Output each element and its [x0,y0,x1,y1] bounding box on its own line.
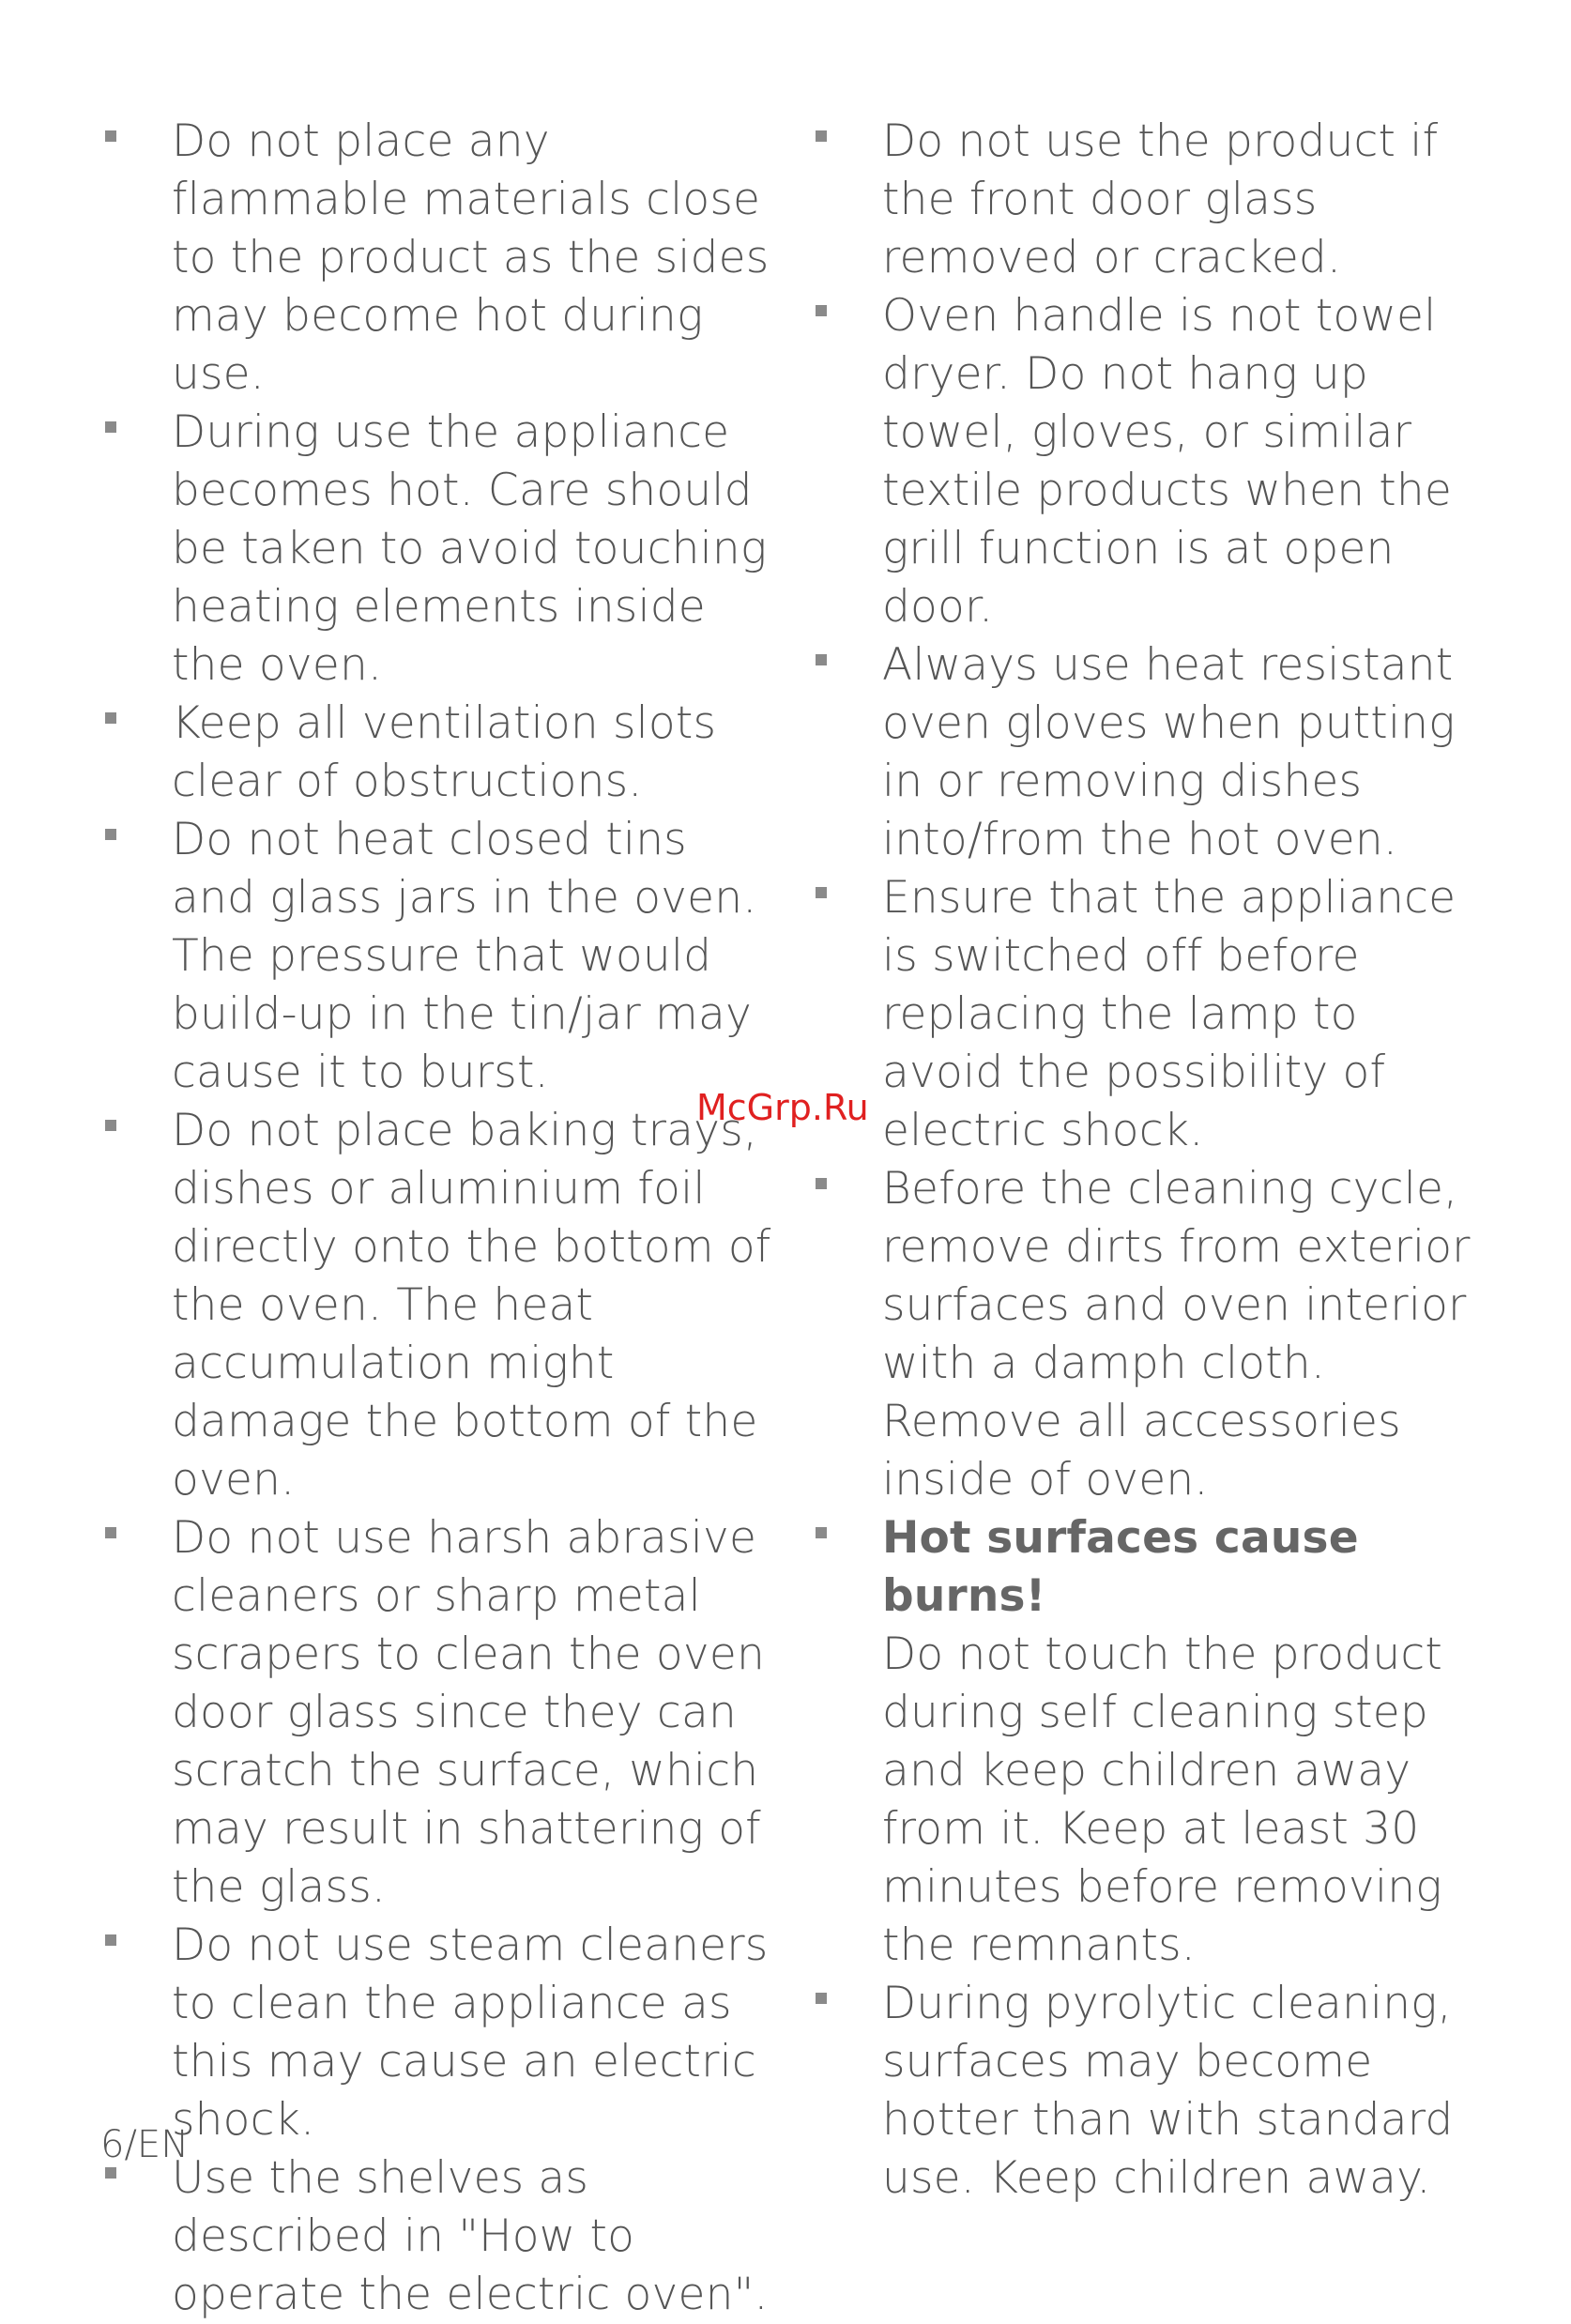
bullet-square-icon [105,1527,116,1538]
list-item-text: Do not use steam cleaners to clean the appliance as this may cause an electric shock. [172,1919,769,2146]
list-item-text: Oven handle is not towel dryer. Do not hang up towel, gloves, or similar textile products when the grill function is at open door. [882,290,1452,633]
bullet-square-icon [105,421,116,433]
list-item-text: Do not place any flammable materials close to the product as the sides may become hot during use. [172,115,770,400]
warning-list-item [811,1509,1487,1975]
right-column [811,113,1487,2208]
list-item [811,636,1487,869]
list-item-text: Always use heat resistant oven gloves when putting in or removing dishes into/from the hot oven. [882,639,1456,865]
list-item [100,1102,776,1509]
list-item [100,811,776,1102]
list-item [811,113,1487,287]
page-number: 6/EN [100,2123,190,2166]
bullet-square-icon [816,1178,827,1189]
bullet-square-icon [816,654,827,665]
bullet-square-icon [816,305,827,316]
list-item-text: Before the cleaning cycle, remove dirts from exterior surfaces and oven interior with a damph cloth. Remove all accessories inside of oven. [882,1163,1471,1506]
list-item-text: Do not use harsh abrasive cleaners or sharp metal scrapers to clean the oven door glass since they can scratch the surface, which may result in shattering of the glass. [172,1512,765,1913]
list-item-text: During use the appliance becomes hot. Care should be taken to avoid touching heating elements inside the oven. [172,406,768,691]
bullet-square-icon [105,712,116,724]
list-item [100,113,776,404]
list-item [811,1160,1487,1509]
list-item-text: Do not place baking trays, dishes or aluminium foil directly onto the bottom of the oven. The heat accumulation might damage the bottom of the oven. [172,1105,771,1506]
bullet-square-icon [105,1120,116,1131]
bullet-square-icon [105,2167,116,2179]
hot-surfaces-warning: Hot surfaces cause burns! [882,1512,1359,1622]
list-item-text: Do not use the product if the front door glass removed or cracked. [882,115,1439,283]
list-item [100,695,776,811]
list-item-text: Do not heat closed tins and glass jars in the oven. The pressure that would build-up in the tin/jar may cause it to burst. [172,814,757,1098]
bullet-square-icon [816,1993,827,2004]
list-item [811,1975,1487,2208]
list-item-text: Do not touch the product during self cleaning step and keep children away from it. Keep at least 30 minutes before removing the remnants. [882,1628,1442,1971]
bullet-square-icon [816,1527,827,1538]
list-item-text: Keep all ventilation slots clear of obstructions. [172,697,717,807]
list-item [811,869,1487,1160]
bullet-square-icon [105,130,116,142]
watermark: McGrp.Ru [696,1087,869,1128]
list-item-text: Ensure that the appliance is switched off before replacing the lamp to avoid the possibility of electric shock. [882,872,1457,1156]
left-column [100,113,776,2324]
left-safety-list [100,113,776,2324]
list-item [100,1509,776,1917]
bullet-square-icon [816,887,827,898]
bullet-square-icon [105,829,116,840]
list-item [100,404,776,695]
list-item-text: During pyrolytic cleaning, surfaces may become hotter than with standard use. Keep children away. [882,1978,1454,2204]
list-item-text: Use the shelves as described in "How to operate the electric oven". [172,2152,769,2320]
list-item [811,287,1487,636]
bullet-square-icon [816,130,827,142]
list-item [100,2149,776,2324]
list-item [100,1917,776,2149]
bullet-square-icon [105,1934,116,1946]
right-safety-list [811,113,1487,2208]
